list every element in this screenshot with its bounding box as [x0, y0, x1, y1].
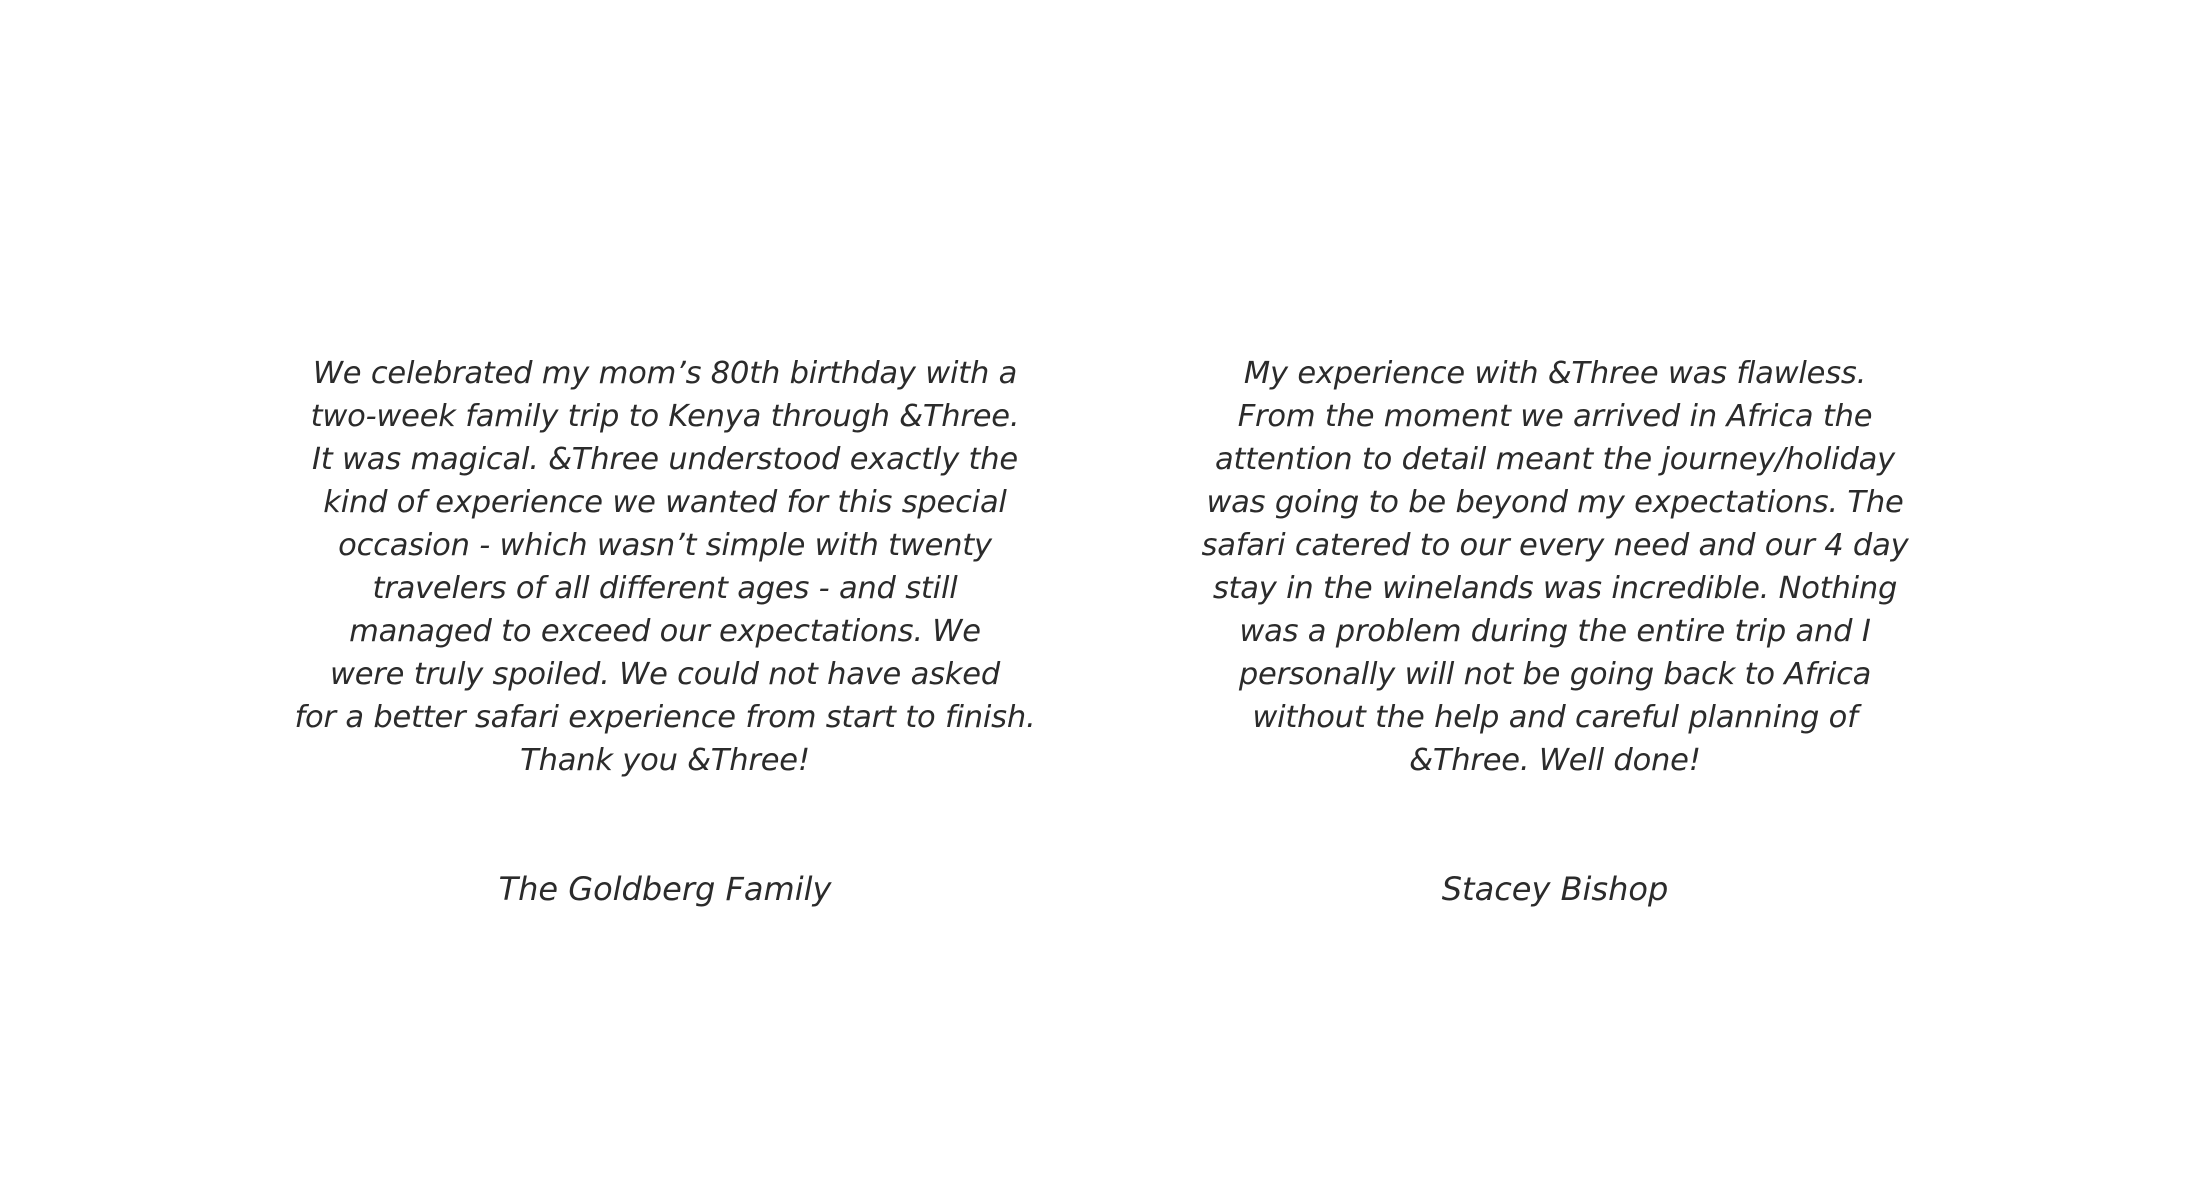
testimonial-author: Stacey Bishop: [1441, 870, 1669, 908]
quote-line: safari catered to our every need and our 4 day: [1201, 528, 1909, 563]
quote-line: attention to detail meant the journey/holiday: [1215, 442, 1895, 477]
quote-line: kind of experience we wanted for this special: [323, 485, 1007, 520]
quote-line: was going to be beyond my expectations. The: [1206, 485, 1904, 520]
quote-line: It was magical. &Three understood exactly the: [312, 442, 1018, 477]
quote-line: were truly spoiled. We could not have asked: [330, 657, 1000, 692]
quote-line: occasion - which wasn’t simple with twenty: [338, 528, 992, 563]
testimonial-quote: [1160, 352, 1950, 782]
testimonial-bishop: [1160, 352, 1950, 911]
testimonial-goldberg: [270, 352, 1060, 911]
quote-line: two-week family trip to Kenya through &Three.: [310, 399, 1020, 434]
quote-line: My experience with &Three was flawless.: [1243, 356, 1867, 391]
quote-line: without the help and careful planning of: [1252, 700, 1858, 735]
quote-line: We celebrated my mom’s 80th birthday with a: [312, 356, 1018, 391]
quote-line: was a problem during the entire trip and I: [1239, 614, 1871, 649]
quote-line: &Three. Well done!: [1409, 743, 1701, 778]
quote-line: managed to exceed our expectations. We: [349, 614, 981, 649]
quote-line: personally will not be going back to Africa: [1238, 657, 1872, 692]
testimonial-author: The Goldberg Family: [498, 870, 832, 908]
testimonial-quote: [270, 352, 1060, 782]
quote-line: travelers of all different ages - and still: [372, 571, 958, 606]
quote-line: stay in the winelands was incredible. Nothing: [1212, 571, 1898, 606]
quote-line: Thank you &Three!: [520, 743, 810, 778]
quote-line: for a better safari experience from start to finish.: [294, 700, 1036, 735]
quote-line: From the moment we arrived in Africa the: [1237, 399, 1873, 434]
